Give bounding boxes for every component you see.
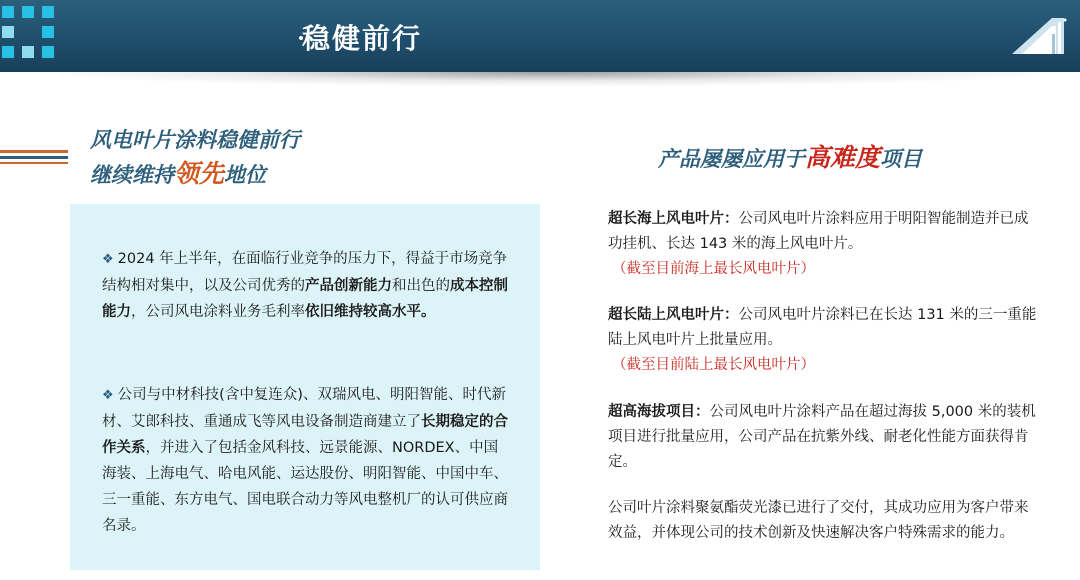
para-text: 公司与中材科技(含中复连众)、双瑞风电、明阳智能、时代新材、艾郎科技、重通成飞等风电设备制造商建立了 [102, 387, 506, 430]
item-fluorescent-paint [608, 496, 1038, 546]
heading-accent: 领先 [174, 159, 225, 188]
item-text: 公司风电叶片涂料产品在超过海拔 5,000 米的装机项目进行批量应用，公司产品在抗紫外线、耐老化性能方面获得肯定。 [608, 404, 1036, 470]
item-text: 公司风电叶片涂料应用于明阳智能制造并已成功挂机、长达 143 米的海上风电叶片。 [608, 211, 1029, 252]
dot-grid-icon [0, 4, 70, 68]
right-heading [658, 138, 922, 174]
para-text: 和出色的 [392, 278, 450, 294]
item-onshore-blade [608, 303, 1038, 378]
para-text: ，公司风电涂料业务毛利率 [131, 304, 305, 320]
item-note: （截至目前陆上最长风电叶片） [612, 357, 815, 373]
header-shadow [60, 72, 1040, 86]
item-text: 公司叶片涂料聚氨酯荧光漆已进行了交付，其成功应用为客户带来效益，并体现公司的技术创新及快速解决客户特殊需求的能力。 [608, 500, 1029, 541]
para-text: 2024 年上半年，在面临行业竞争的压力下，得益于市场竞争结构相对集中，以及公司优秀的 [102, 251, 508, 294]
company-logo-icon [1008, 14, 1068, 58]
left-heading-line1: 风电叶片涂料稳健前行 [90, 128, 300, 152]
heading-text: 继续维持 [90, 163, 174, 187]
left-content-box [70, 204, 540, 570]
para-bold: 产品创新能力 [305, 278, 392, 294]
page-title: 稳健前行 [302, 22, 423, 55]
item-label: 超长海上风电叶片： [608, 211, 739, 227]
heading-text: 产品屡屡应用于 [658, 147, 805, 171]
para-bold: 依旧维持较高水平。 [305, 304, 436, 320]
item-label: 超高海拔项目： [608, 404, 710, 420]
item-label: 超长陆上风电叶片： [608, 307, 739, 323]
diamond-bullet-icon: ❖ [102, 252, 114, 267]
left-heading [90, 124, 300, 192]
para-text: ，并进入了包括金风科技、远景能源、NORDEX、中国海装、上海电气、哈电风能、运达股份、明阳智能、中国中车、三一重能、东方电气、国电联合动力等风电整机厂的认可供应商名录。 [102, 440, 508, 534]
item-offshore-blade [608, 207, 1038, 282]
para-bold: 成本控制能力 [102, 278, 508, 320]
diamond-bullet-icon: ❖ [102, 388, 114, 403]
item-high-altitude [608, 400, 1038, 475]
item-text: 公司风电叶片涂料已在长达 131 米的三一重能陆上风电叶片上批量应用。 [608, 307, 1037, 348]
paragraph-performance [102, 246, 510, 325]
heading-text: 地位 [224, 163, 267, 187]
paragraph-partners [102, 382, 510, 539]
item-note: （截至目前海上最长风电叶片） [612, 261, 815, 277]
decorative-lines [0, 150, 68, 164]
para-bold: 长期稳定的合作关系 [102, 414, 508, 456]
header-bar [0, 0, 1080, 72]
heading-text: 项目 [880, 147, 923, 171]
heading-accent: 高难度 [805, 143, 881, 172]
left-heading-line2 [90, 157, 300, 192]
